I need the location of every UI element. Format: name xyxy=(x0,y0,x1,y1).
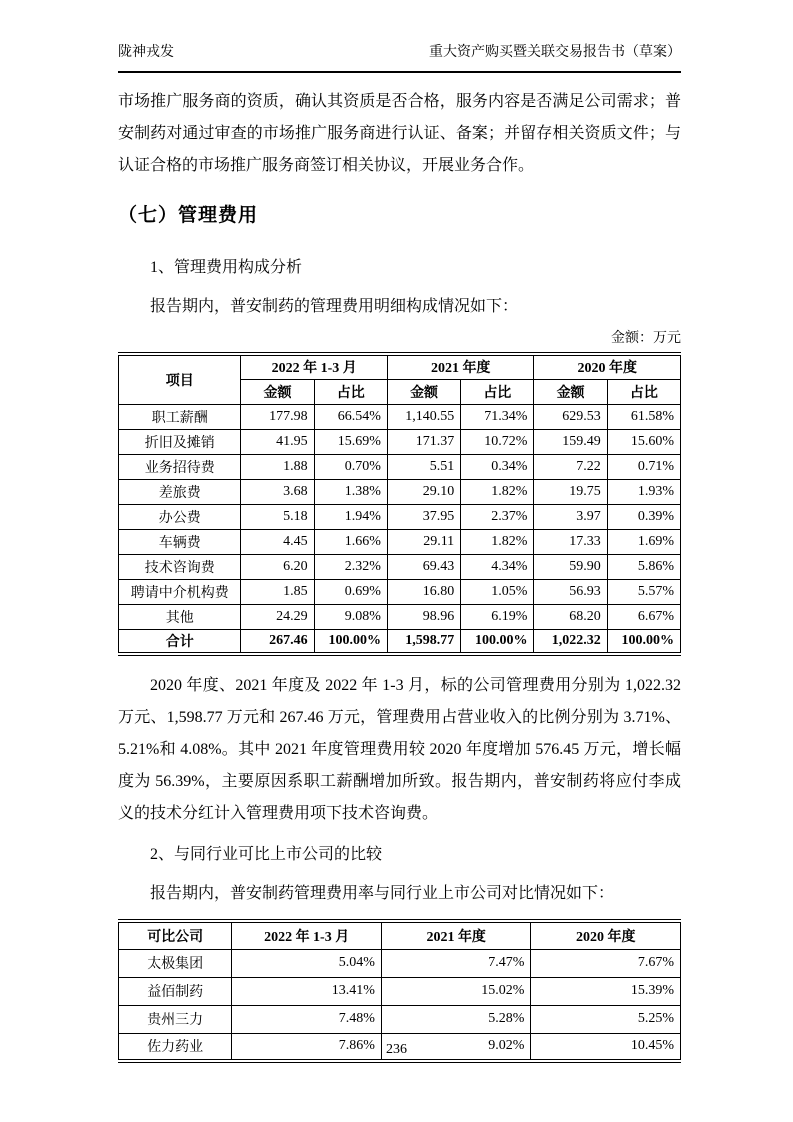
cell-value: 171.37 xyxy=(387,429,460,454)
table-row xyxy=(119,977,681,1005)
cell-value: 15.69% xyxy=(314,429,387,454)
cell-value: 16.80 xyxy=(387,579,460,604)
unit-note: 金额：万元 xyxy=(611,331,681,346)
cell-value: 19.75 xyxy=(534,479,607,504)
table-row xyxy=(119,404,681,429)
cell-value: 37.95 xyxy=(387,504,460,529)
cell-value: 9.08% xyxy=(314,604,387,629)
table1-lead: 报告期内，普安制药的管理费用明细构成情况如下： xyxy=(150,298,519,315)
cell-value: 1.05% xyxy=(461,579,534,604)
table-row xyxy=(119,529,681,554)
table2-lead: 报告期内，普安制药管理费用率与同行业上市公司对比情况如下： xyxy=(150,885,615,902)
cell-value: 1.69% xyxy=(607,529,680,554)
cell-value: 6.20 xyxy=(241,554,314,579)
cell-value: 29.11 xyxy=(387,529,460,554)
cell-value: 629.53 xyxy=(534,404,607,429)
intro-paragraph: 市场推广服务商的资质，确认其资质是否合格，服务内容是否满足公司需求；普安制药对通过审查的市场推广服务商进行认证、备案；并留存相关资质文件；与认证合格的市场推广服务商签订相关协议，开展业务合作。 xyxy=(118,93,681,174)
cell-value: 5.86% xyxy=(607,554,680,579)
cell-item: 聘请中介机构费 xyxy=(119,579,241,604)
cell-company: 益佰制药 xyxy=(119,977,232,1005)
cell-value: 100.00% xyxy=(607,629,680,654)
cell-value: 24.29 xyxy=(241,604,314,629)
cell-value: 3.97 xyxy=(534,504,607,529)
cell-value: 56.93 xyxy=(534,579,607,604)
table2-header-company: 可比公司 xyxy=(119,921,232,949)
cell-value: 5.18 xyxy=(241,504,314,529)
table-row xyxy=(119,579,681,604)
subsection-1-title: 1、管理费用构成分析 xyxy=(150,259,303,276)
cell-item: 车辆费 xyxy=(119,529,241,554)
cell-item: 折旧及摊销 xyxy=(119,429,241,454)
cell-value: 1.38% xyxy=(314,479,387,504)
table1-header-period-2020: 2020 年度 xyxy=(534,354,681,379)
cell-value: 0.39% xyxy=(607,504,680,529)
table-row xyxy=(119,504,681,529)
cell-item: 职工薪酬 xyxy=(119,404,241,429)
table-row xyxy=(119,479,681,504)
cell-value: 9.02% xyxy=(381,1033,531,1061)
cell-value: 5.28% xyxy=(381,1005,531,1033)
cell-item: 其他 xyxy=(119,604,241,629)
header-right-title: 重大资产购买暨关联交易报告书（草案） xyxy=(429,45,681,60)
table2-header-2020: 2020 年度 xyxy=(531,921,681,949)
cell-value: 1.94% xyxy=(314,504,387,529)
table-row xyxy=(119,604,681,629)
cell-value: 69.43 xyxy=(387,554,460,579)
header-left-title: 陇神戎发 xyxy=(118,45,174,60)
cell-item: 业务招待费 xyxy=(119,454,241,479)
cell-value: 13.41% xyxy=(232,977,382,1005)
cell-value: 267.46 xyxy=(241,629,314,654)
table1-header-item: 项目 xyxy=(119,354,241,404)
table-total-row xyxy=(119,629,681,654)
table1-header-period-2022: 2022 年 1-3 月 xyxy=(241,354,388,379)
document-header xyxy=(118,0,681,73)
table1-subheader-ratio: 占比 xyxy=(461,379,534,404)
cell-value: 5.51 xyxy=(387,454,460,479)
cell-value: 3.68 xyxy=(241,479,314,504)
cell-value: 2.32% xyxy=(314,554,387,579)
cell-value: 1.88 xyxy=(241,454,314,479)
management-expense-table xyxy=(118,352,681,656)
cell-company: 太极集团 xyxy=(119,949,232,977)
table2-header-2022: 2022 年 1-3 月 xyxy=(232,921,382,949)
cell-value: 61.58% xyxy=(607,404,680,429)
cell-value: 15.39% xyxy=(531,977,681,1005)
cell-value: 1,140.55 xyxy=(387,404,460,429)
cell-value: 2.37% xyxy=(461,504,534,529)
cell-value: 17.33 xyxy=(534,529,607,554)
table-row xyxy=(119,454,681,479)
cell-value: 7.22 xyxy=(534,454,607,479)
cell-company: 佐力药业 xyxy=(119,1033,232,1061)
cell-value: 68.20 xyxy=(534,604,607,629)
table1-subheader-ratio: 占比 xyxy=(607,379,680,404)
cell-value: 1,022.32 xyxy=(534,629,607,654)
table1-subheader-ratio: 占比 xyxy=(314,379,387,404)
section-heading: （七）管理费用 xyxy=(118,205,259,226)
table1-subheader-amount: 金额 xyxy=(241,379,314,404)
cell-value: 1.85 xyxy=(241,579,314,604)
cell-value: 7.47% xyxy=(381,949,531,977)
cell-value: 15.60% xyxy=(607,429,680,454)
cell-item: 技术咨询费 xyxy=(119,554,241,579)
cell-value: 1.82% xyxy=(461,479,534,504)
cell-value: 0.69% xyxy=(314,579,387,604)
cell-value: 159.49 xyxy=(534,429,607,454)
cell-value: 10.45% xyxy=(531,1033,681,1061)
cell-value: 5.25% xyxy=(531,1005,681,1033)
cell-value: 66.54% xyxy=(314,404,387,429)
table1-subheader-amount: 金额 xyxy=(387,379,460,404)
cell-item: 办公费 xyxy=(119,504,241,529)
table1-header-row-periods xyxy=(119,354,681,379)
table-row xyxy=(119,949,681,977)
cell-value: 1,598.77 xyxy=(387,629,460,654)
cell-item: 合计 xyxy=(119,629,241,654)
cell-value: 4.34% xyxy=(461,554,534,579)
cell-value: 100.00% xyxy=(461,629,534,654)
cell-value: 41.95 xyxy=(241,429,314,454)
cell-value: 1.93% xyxy=(607,479,680,504)
cell-value: 0.70% xyxy=(314,454,387,479)
cell-value: 5.04% xyxy=(232,949,382,977)
table-row xyxy=(119,1005,681,1033)
table-row xyxy=(119,429,681,454)
cell-item: 差旅费 xyxy=(119,479,241,504)
cell-value: 7.67% xyxy=(531,949,681,977)
table1-subheader-amount: 金额 xyxy=(534,379,607,404)
cell-value: 0.71% xyxy=(607,454,680,479)
cell-value: 7.48% xyxy=(232,1005,382,1033)
table2-header-2021: 2021 年度 xyxy=(381,921,531,949)
table1-header-period-2021: 2021 年度 xyxy=(387,354,534,379)
subsection-2-title: 2、与同行业可比上市公司的比较 xyxy=(150,846,383,863)
cell-value: 71.34% xyxy=(461,404,534,429)
cell-value: 15.02% xyxy=(381,977,531,1005)
cell-value: 6.19% xyxy=(461,604,534,629)
cell-value: 10.72% xyxy=(461,429,534,454)
cell-value: 177.98 xyxy=(241,404,314,429)
cell-value: 59.90 xyxy=(534,554,607,579)
cell-value: 1.66% xyxy=(314,529,387,554)
table2-header-row xyxy=(119,921,681,949)
analysis-paragraph: 2020 年度、2021 年度及 2022 年 1-3 月，标的公司管理费用分别为 1,022.32 万元、1,598.77 万元和 267.46 万元，管理费用占营业收入的比例分别为 3.71%、5.21%和 4.08%。其中 2021 年度管理费用较 2020 年度增加 576.45 万元，增长幅度为 56.39%，主要原因系职工薪酬增加所致。报告期内，普安制药将应付李成义的技术分红计入管理费用项下技术咨询费。 xyxy=(118,677,681,822)
cell-value: 5.57% xyxy=(607,579,680,604)
cell-value: 0.34% xyxy=(461,454,534,479)
cell-value: 29.10 xyxy=(387,479,460,504)
cell-value: 6.67% xyxy=(607,604,680,629)
page-number: 236 xyxy=(386,1042,407,1057)
table-row xyxy=(119,554,681,579)
cell-value: 4.45 xyxy=(241,529,314,554)
cell-company: 贵州三力 xyxy=(119,1005,232,1033)
cell-value: 1.82% xyxy=(461,529,534,554)
cell-value: 7.86% xyxy=(232,1033,382,1061)
cell-value: 100.00% xyxy=(314,629,387,654)
cell-value: 98.96 xyxy=(387,604,460,629)
